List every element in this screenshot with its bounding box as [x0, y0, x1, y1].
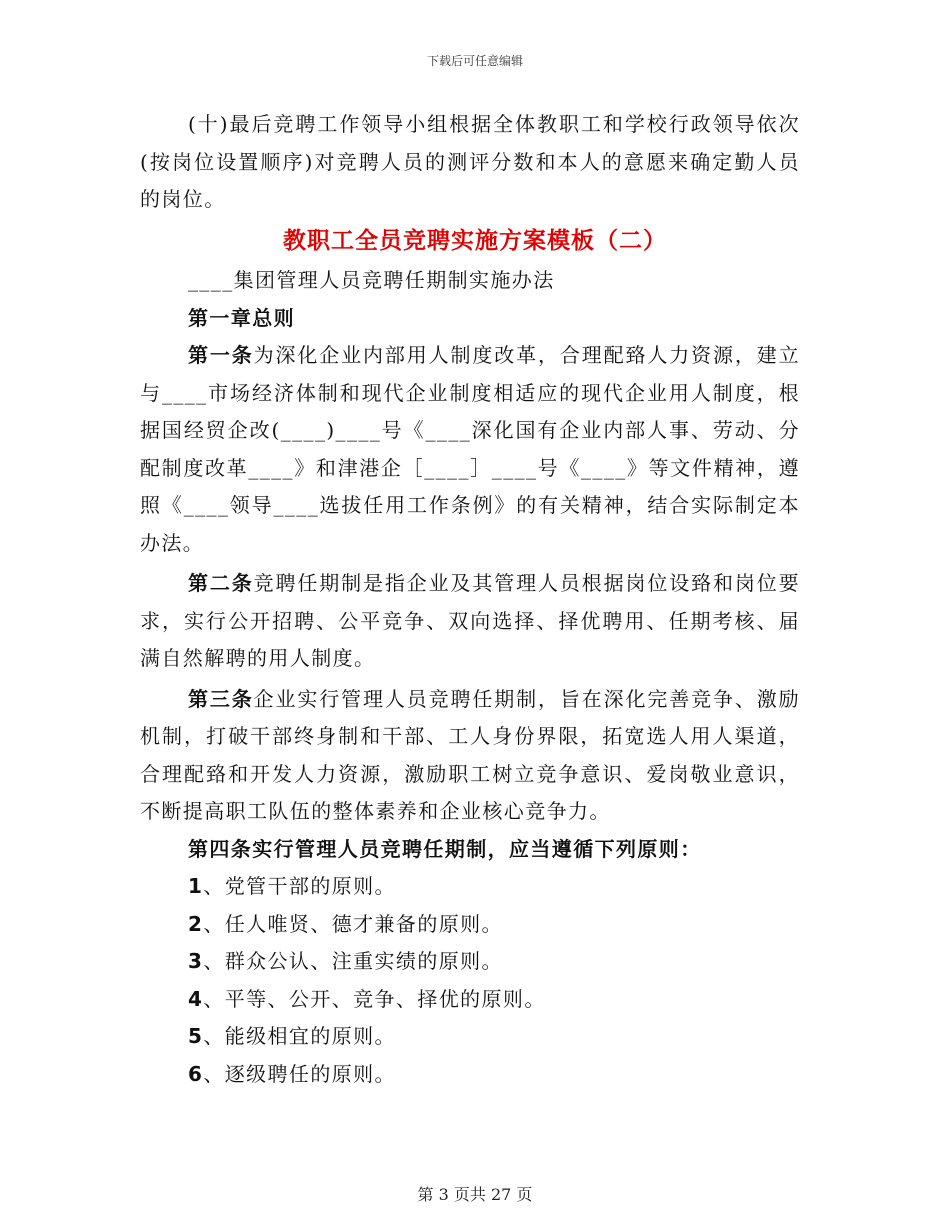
principle-item	[140, 868, 800, 906]
document-body	[140, 106, 800, 219]
article-3-label: 第三条	[188, 686, 254, 711]
principle-item	[140, 981, 800, 1019]
subtitle: ____集团管理人员竞聘任期制实施办法	[188, 268, 555, 292]
principle-text: 、平等、公开、竞争、择优的原则。	[203, 986, 546, 1011]
principle-item	[140, 906, 800, 944]
article-2-label: 第二条	[188, 571, 254, 595]
article-4: 第四条实行管理人员竞聘任期制，应当遵循下列原则：	[188, 836, 702, 861]
principle-text: 、群众公认、注重实绩的原则。	[203, 949, 503, 973]
page-header-note: 下载后可任意编辑	[426, 54, 523, 68]
article-1	[140, 337, 800, 562]
article-3-text: 企业实行管理人员竞聘任期制，旨在深化完善竞争、激励机制，打破干部终身制和干部、工人身份界限，拓宽选人用人渠道，合理配臵和开发人力资源，激励职工树立竞争意识、爱岗敬业意识，不断提高职工队伍的整体素养和企业核心竞争力。	[140, 686, 800, 823]
principle-number: 5	[188, 1024, 204, 1048]
document-body-main	[140, 262, 800, 1093]
document-title: 教职工全员竞聘实施方案模板（二）	[283, 228, 667, 254]
principle-number: 1	[188, 874, 204, 898]
principle-number: 2	[188, 911, 204, 936]
principle-item	[140, 1056, 800, 1094]
article-3	[140, 681, 800, 831]
article-2-text: 竞聘任期制是指企业及其管理人员根据岗位设臵和岗位要求，实行公开招聘、公平竞争、双向选择、择优聘用、任期考核、届满自然解聘的用人制度。	[140, 571, 800, 670]
principle-number: 6	[188, 1061, 204, 1086]
principle-item	[140, 943, 800, 981]
principle-item	[140, 1018, 800, 1056]
principle-text: 、能级相宜的原则。	[203, 1024, 396, 1048]
principle-number: 3	[188, 949, 204, 973]
page-number: 第 3 页共 27 页	[417, 1185, 533, 1204]
principle-text: 、逐级聘任的原则。	[203, 1061, 396, 1086]
principle-number: 4	[188, 986, 204, 1011]
article-2	[140, 565, 800, 678]
chapter-heading: 第一章总则	[188, 305, 295, 330]
paragraph-item-10: (十)最后竞聘工作领导小组根据全体教职工和学校行政领导依次(按岗位设置顺序)对竞聘人员的测评分数和本人的意愿来确定勤人员的岗位。	[140, 112, 800, 211]
article-1-text: 为深化企业内部用人制度改革，合理配臵人力资源，建立与____市场经济体制和现代企业制度相适应的现代企业用人制度，根据国经贸企改(____)____号《____深化国有企业内部人事、劳动、分配制度改革____》和津港企［____］____号《____》等文件精神，遵照《____领导____选拔任用工作条例》的有关精神，结合实际制定本办法。	[140, 343, 800, 555]
principle-text: 、党管干部的原则。	[203, 874, 396, 898]
principle-text: 、任人唯贤、德才兼备的原则。	[203, 911, 503, 936]
article-1-label: 第一条	[188, 343, 254, 367]
